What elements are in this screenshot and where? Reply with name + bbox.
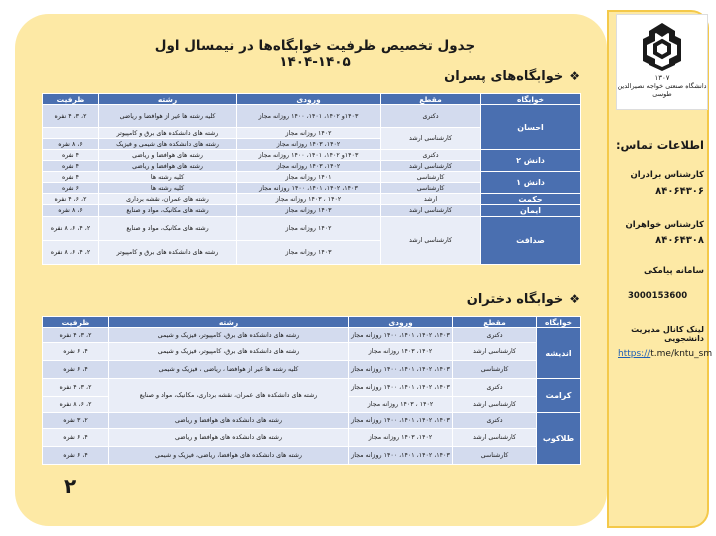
cell-major: رشته های دانشکده های برق و کامپیوتر — [99, 128, 237, 139]
cell-entry: ۱۴۰۲ روزانه مجاز — [237, 128, 381, 139]
cell-level: دکتری — [381, 150, 481, 161]
sms-label: سامانه پیامکی — [644, 266, 704, 276]
cell-capacity: ۲، ۳، ۴ نفره — [43, 379, 109, 397]
cell-level: کارشناسی ارشد — [453, 397, 537, 413]
expert-girls-label: کارشناس خواهران — [625, 220, 704, 230]
logo-year: ۱۳۰۷ — [654, 74, 670, 82]
table-row — [43, 429, 581, 447]
page-number: ۲ — [64, 474, 77, 498]
dorm-name: کرامت — [537, 379, 581, 413]
col-header-major: رشته — [99, 94, 237, 105]
cell-entry: ۱۴۰۳، ۱۴۰۲، ۱۴۰۱، ۱۴۰۰ روزانه مجاز — [349, 361, 453, 379]
cell-major: کلیه رشته ها غیر از هوافضا و ریاضی — [99, 105, 237, 128]
cell-entry: ۱۴۰۳و ۱۴۰۲، ۱۴۰۱، ۱۴۰۰ روزانه مجاز — [237, 150, 381, 161]
cell-entry: ۱۴۰۳، ۱۴۰۲، ۱۴۰۱، ۱۴۰۰ روزانه مجاز — [349, 413, 453, 429]
cell-level: کارشناسی — [381, 183, 481, 194]
link-prefix: https:// — [618, 349, 651, 359]
col-header-entry: ورودی — [237, 94, 381, 105]
cell-entry: ۱۴۰۳، ۱۴۰۲، ۱۴۰۱، ۱۴۰۰ روزانه مجاز — [349, 379, 453, 397]
cell-entry: ۱۴۰۳، ۱۴۰۲، ۱۴۰۱، ۱۴۰۰ روزانه مجاز — [349, 328, 453, 343]
expert-girls-phone: ۸۴۰۶۴۳۰۸ — [655, 235, 704, 246]
col-header-capacity: ظرفیت — [43, 94, 99, 105]
cell-capacity: ۴، ۶ نفره — [43, 447, 109, 465]
table-row — [43, 217, 581, 241]
cell-major: رشته های مکانیک، مواد و صنایع — [99, 205, 237, 217]
table-row — [43, 150, 581, 161]
cell-level: ارشد — [381, 194, 481, 205]
cell-major: رشته های مکانیک، مواد و صنایع — [99, 217, 237, 241]
table-row — [43, 105, 581, 128]
dorm-name: دانش ۲ — [481, 150, 581, 172]
cell-capacity: ۲، ۳ نفره — [43, 413, 109, 429]
cell-capacity: ۴ نفره — [43, 161, 99, 172]
girls-heading-text: خوابگاه دختران — [466, 292, 564, 307]
cell-level: کارشناسی ارشد — [453, 429, 537, 447]
cell-major: رشته های دانشکده های عمران، نقشه برداری، مکانیک، مواد و صنایع — [109, 379, 349, 413]
telegram-channel-link[interactable] — [618, 349, 712, 359]
col-header-major: رشته — [109, 317, 349, 328]
cell-major: رشته های دانشکده های برق و کامپیوتر — [99, 241, 237, 265]
cell-major: رشته های عمران، نقشه برداری — [99, 194, 237, 205]
cell-level: کارشناسی ارشد — [381, 128, 481, 150]
table-row — [43, 172, 581, 183]
cell-capacity: ۶ نفره — [43, 183, 99, 194]
table-row — [43, 194, 581, 205]
boys-section-heading — [444, 69, 580, 84]
cell-level: کارشناسی — [453, 361, 537, 379]
university-logo — [616, 14, 708, 110]
cell-entry: ۱۴۰۳ روزانه مجاز — [237, 241, 381, 265]
channel-label: لینک کانال مدیریت دانشجویی — [631, 325, 704, 343]
cell-capacity: ۴ نفره — [43, 150, 99, 161]
table-row — [43, 343, 581, 361]
expert-boys-phone: ۸۴۰۶۴۳۰۶ — [655, 186, 704, 197]
cell-level: دکتری — [381, 105, 481, 128]
cell-entry: ۱۴۰۲، ۱۴۰۳ روزانه مجاز — [237, 161, 381, 172]
table-row — [43, 328, 581, 343]
dorm-name: اندیشه — [537, 328, 581, 379]
logo-text: دانشگاه صنعتی خواجه نصیرالدین طوسی — [617, 82, 707, 98]
dorm-name: ایمان — [481, 205, 581, 217]
cell-entry: ۱۴۰۳، ۱۴۰۲، ۱۴۰۱، ۱۴۰۰ روزانه مجاز — [349, 447, 453, 465]
cell-major: رشته های دانشکده های برق، کامپیوتر، فیزیک و شیمی — [109, 328, 349, 343]
col-header-level: مقطع — [381, 94, 481, 105]
contact-title: اطلاعات تماس: — [615, 138, 704, 152]
expert-boys-label: کارشناس برادران — [630, 170, 704, 180]
cell-capacity: ۲، ۳، ۴ نفره — [43, 105, 99, 128]
boys-dorm-table — [42, 93, 581, 265]
cell-capacity — [43, 128, 99, 139]
cell-capacity: ۲، ۳، ۴ نفره — [43, 328, 109, 343]
table-row — [43, 361, 581, 379]
boys-heading-text: خوابگاه‌های پسران — [444, 69, 564, 84]
cell-capacity: ۴، ۶ نفره — [43, 361, 109, 379]
cell-level: دکتری — [453, 328, 537, 343]
cell-level: کارشناسی ارشد — [453, 343, 537, 361]
dorm-name: صداقت — [481, 217, 581, 265]
cell-entry: ۱۴۰۱ روزانه مجاز — [237, 172, 381, 183]
cell-entry: ۱۴۰۲ روزانه مجاز — [237, 217, 381, 241]
cell-level: کارشناسی ارشد — [381, 217, 481, 265]
col-header-level: مقطع — [453, 317, 537, 328]
page-title: جدول تخصیص ظرفیت خوابگاه‌ها در نیمسال اول ۱۴۰۵-۱۴۰۴ — [154, 38, 476, 70]
cell-entry: ۱۴۰۲، ۱۴۰۳ روزانه مجاز — [237, 139, 381, 150]
table-row — [43, 447, 581, 465]
cell-capacity: ۲، ۴، ۶، ۸ نفره — [43, 241, 99, 265]
cell-entry: ۱۴۰۲ ، ۱۴۰۳ روزانه مجاز — [349, 397, 453, 413]
kntu-logo-icon — [633, 21, 691, 73]
cell-entry: ۱۴۰۲، ۱۴۰۳ روزانه مجاز — [349, 343, 453, 361]
cell-capacity: ۲، ۴، ۶، ۸ نفره — [43, 217, 99, 241]
cell-major: کلیه رشته ها غیر از هوافضا ، ریاضی ، فیزیک و شیمی — [109, 361, 349, 379]
cell-major: رشته های دانشکده های هوافضا و ریاضی — [109, 413, 349, 429]
cell-level: دکتری — [453, 413, 537, 429]
table-row — [43, 379, 581, 397]
dorm-name: احسان — [481, 105, 581, 150]
cell-major: رشته های دانشکده های شیمی و فیزیک — [99, 139, 237, 150]
cell-major: رشته های هوافضا و ریاضی — [99, 161, 237, 172]
cell-entry: ۱۴۰۳، ۱۴۰۲، ۱۴۰۱، ۱۴۰۰ روزانه مجاز — [237, 183, 381, 194]
cell-entry: ۱۴۰۳ روزانه مجاز — [237, 205, 381, 217]
cell-major: کلیه رشته ها — [99, 172, 237, 183]
dorm-name: طلاکوب — [537, 413, 581, 465]
girls-dorm-table — [42, 316, 581, 465]
diamond-bullet-icon: ❖ — [569, 69, 580, 83]
cell-capacity: ۲، ۶، ۸ نفره — [43, 397, 109, 413]
col-header-entry: ورودی — [349, 317, 453, 328]
col-header-dorm: خوابگاه — [481, 94, 581, 105]
cell-capacity: ۴ نفره — [43, 172, 99, 183]
table-row — [43, 413, 581, 429]
cell-level: دکتری — [453, 379, 537, 397]
cell-major: رشته های هوافضا و ریاضی — [99, 150, 237, 161]
link-path: t.me/kntu_sm — [650, 349, 713, 359]
dorm-name: دانش ۱ — [481, 172, 581, 194]
cell-level: کارشناسی — [381, 172, 481, 183]
cell-capacity: ۶، ۸ نفره — [43, 139, 99, 150]
diamond-bullet-icon: ❖ — [569, 292, 580, 306]
cell-capacity: ۲، ۶، ۴ نفره — [43, 194, 99, 205]
cell-major: رشته های دانشکده های هوافضا، ریاضی، فیزیک و شیمی — [109, 447, 349, 465]
cell-entry: ۱۴۰۳و ۱۴۰۲، ۱۴۰۱، ۱۴۰۰ روزانه مجاز — [237, 105, 381, 128]
table-row — [43, 205, 581, 217]
girls-section-heading — [467, 292, 580, 307]
sms-number: 3000153600 — [628, 291, 688, 301]
cell-major: کلیه رشته ها — [99, 183, 237, 194]
col-header-capacity: ظرفیت — [43, 317, 109, 328]
cell-level: کارشناسی ارشد — [381, 205, 481, 217]
cell-capacity: ۴، ۶ نفره — [43, 343, 109, 361]
col-header-dorm: خوابگاه — [537, 317, 581, 328]
cell-entry: ۱۴۰۲ ، ۱۴۰۳ روزانه مجاز — [237, 194, 381, 205]
cell-major: رشته های دانشکده های هوافضا و ریاضی — [109, 429, 349, 447]
cell-level: کارشناسی ارشد — [381, 161, 481, 172]
cell-entry: ۱۴۰۲، ۱۴۰۳ روزانه مجاز — [349, 429, 453, 447]
dorm-name: حکمت — [481, 194, 581, 205]
cell-capacity: ۴، ۶ نفره — [43, 429, 109, 447]
cell-level: کارشناسی — [453, 447, 537, 465]
cell-capacity: ۶، ۸ نفره — [43, 205, 99, 217]
cell-major: رشته های دانشکده های برق، کامپیوتر، فیزیک و شیمی — [109, 343, 349, 361]
